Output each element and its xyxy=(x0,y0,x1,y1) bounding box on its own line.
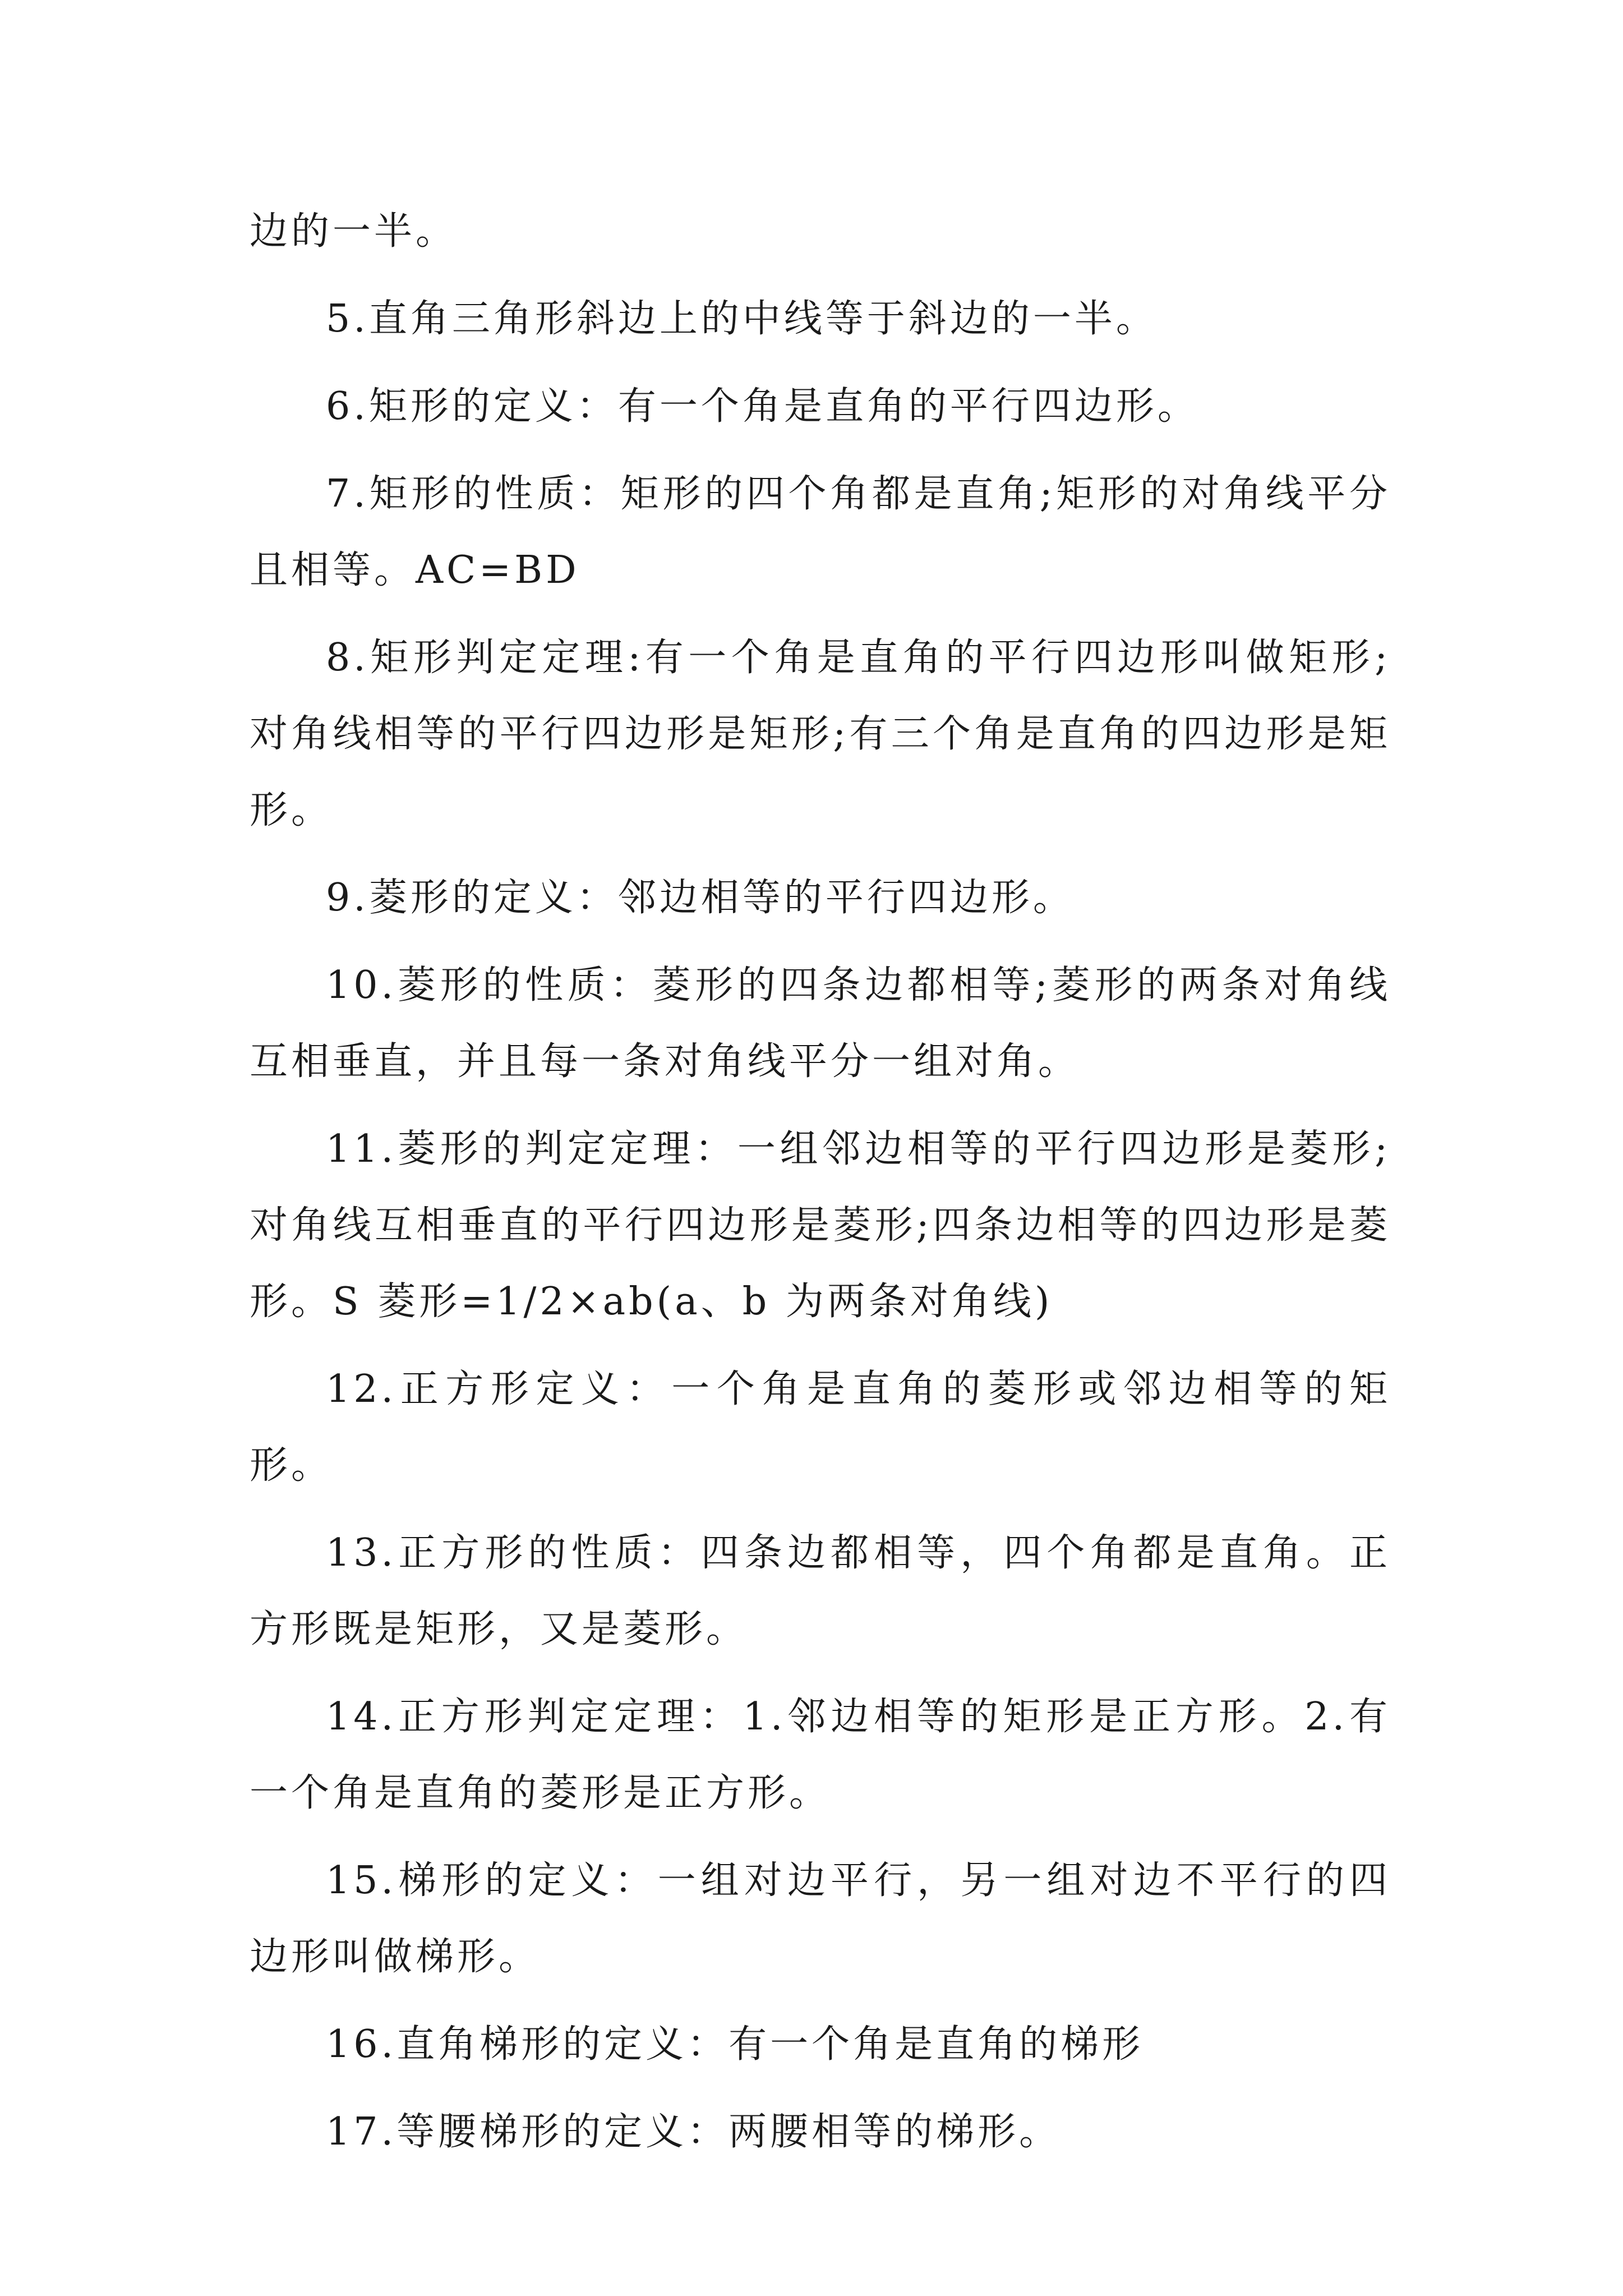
paragraph-item-10: 10.菱形的性质：菱形的四条边都相等;菱形的两条对角线互相垂直，并且每一条对角线平分一组对角。 xyxy=(250,963,1391,1084)
paragraph-item-16: 16.直角梯形的定义：有一个角是直角的梯形 xyxy=(326,2022,1144,2067)
paragraph-continuation: 边的一半。 xyxy=(250,209,458,254)
document-page xyxy=(250,194,1391,2154)
paragraph-item-17: 17.等腰梯形的定义：两腰相等的梯形。 xyxy=(326,2110,1061,2154)
paragraph-item-6: 6.矩形的定义：有一个角是直角的平行四边形。 xyxy=(326,384,1199,429)
paragraph-item-12: 12.正方形定义：一个角是直角的菱形或邻边相等的矩形。 xyxy=(250,1367,1391,1488)
paragraph-item-15: 15.梯形的定义：一组对边平行，另一组对边不平行的四边形叫做梯形。 xyxy=(250,1858,1391,1979)
paragraph-item-9: 9.菱形的定义：邻边相等的平行四边形。 xyxy=(326,876,1075,920)
paragraph-item-14: 14.正方形判定定理：1.邻边相等的矩形是正方形。2.有一个角是直角的菱形是正方形。 xyxy=(250,1695,1391,1815)
paragraph-item-5: 5.直角三角形斜边上的中线等于斜边的一半。 xyxy=(326,297,1158,341)
paragraph-item-7: 7.矩形的性质：矩形的四个角都是直角;矩形的对角线平分且相等。AC=BD xyxy=(250,472,1391,592)
paragraph-item-8: 8.矩形判定定理:有一个角是直角的平行四边形叫做矩形;对角线相等的平行四边形是矩形;有三个角是直角的四边形是矩形。 xyxy=(250,636,1391,832)
paragraph-item-11: 11.菱形的判定定理：一组邻边相等的平行四边形是菱形;对角线互相垂直的平行四边形是菱形;四条边相等的四边形是菱形。S 菱形=1/2×ab(a、b 为两条对角线) xyxy=(250,1127,1391,1324)
paragraph-item-13: 13.正方形的性质：四条边都相等，四个角都是直角。正方形既是矩形，又是菱形。 xyxy=(250,1531,1391,1651)
